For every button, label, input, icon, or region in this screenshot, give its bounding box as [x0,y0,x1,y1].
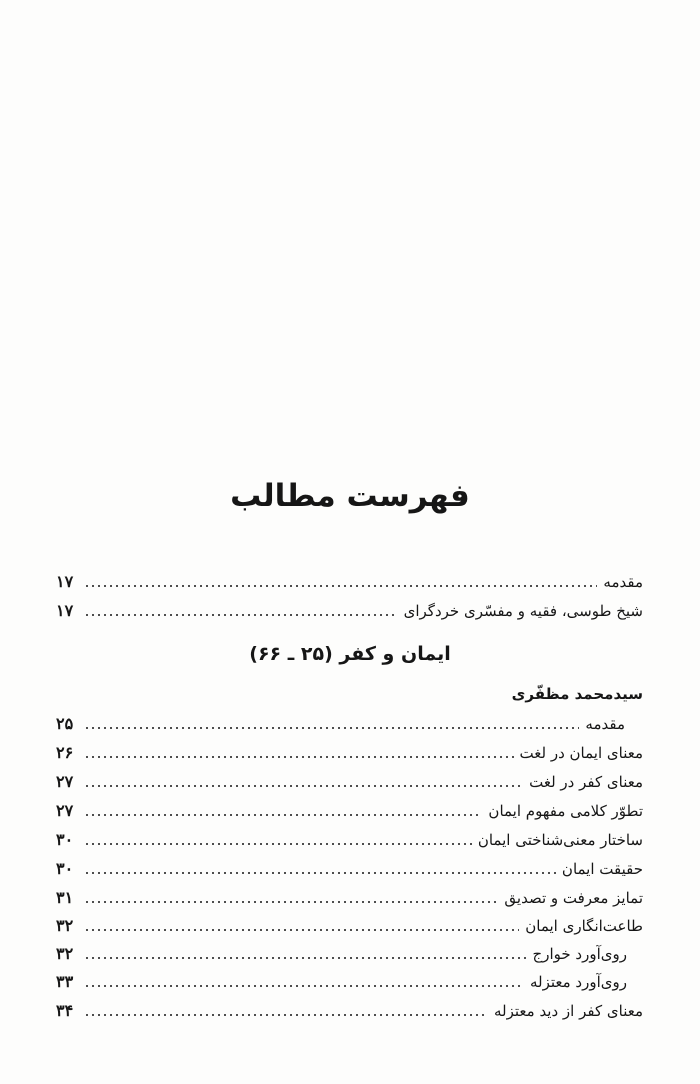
toc-entry-label: روی‌آورد خوارج [532,945,627,963]
section-title: ایمان و کفر (۲۵ ـ ۶۶) [249,643,451,665]
toc-entry-page: ۲۷ [56,801,74,820]
dot-leader [84,957,527,959]
toc-entry-label: تطوّر کلامی مفهوم ایمان [488,802,643,820]
toc-entry [56,966,643,992]
toc-entry [56,824,643,850]
toc-entry-label: روی‌آورد معتزله [529,973,627,991]
toc-entry [56,995,643,1021]
toc-entry-page: ۳۳ [56,972,74,991]
toc-entry-label: معنای کفر در لغت [529,773,643,791]
toc-entry-page: ۳۲ [56,916,74,935]
toc-entry [56,708,643,734]
dot-leader [84,756,514,758]
toc-entry [56,766,643,792]
toc-entry [56,853,643,879]
toc-entry [56,910,643,936]
toc-entry-label: طاعت‌انگاری ایمان [525,917,643,935]
dot-leader [84,901,498,903]
toc-entry-label: مقدمه [585,715,625,733]
dot-leader [84,1014,488,1016]
dot-leader [84,929,519,931]
dot-leader [84,585,597,587]
toc-entry-label: معنای کفر از دید معتزله [493,1002,643,1020]
dot-leader [84,814,482,816]
toc-entry-label: ساختار معنی‌شناختی ایمان [477,831,643,849]
dot-leader [84,872,556,874]
toc-entry-label: شیخ طوسی، فقیه و مفسّری خردگرای [403,602,643,620]
dot-leader [84,727,579,729]
section-author: سیدمحمد مظفّری [511,685,643,703]
toc-entry-label: معنای ایمان در لغت [519,744,643,762]
toc-entry-page: ۳۲ [56,944,74,963]
dot-leader [84,985,524,987]
toc-entry-page: ۳۰ [56,830,74,849]
toc-entry [56,566,643,592]
toc-entry-page: ۳۴ [56,1001,74,1020]
toc-entry [56,595,643,621]
toc-entry-label: حقیقت ایمان [561,860,643,878]
dot-leader [84,785,523,787]
toc-entry-page: ۳۰ [56,859,74,878]
toc-entry-label: مقدمه [603,573,643,591]
toc-entry-label: تمایز معرفت و تصدیق [504,889,643,907]
toc-entry-page: ۳۱ [56,888,74,907]
toc-entry-page: ۱۷ [56,572,74,591]
toc-entry-page: ۲۶ [56,743,74,762]
dot-leader [84,614,398,616]
dot-leader [84,843,472,845]
page-title: فهرست مطالب [230,478,470,514]
toc-entry-page: ۱۷ [56,601,74,620]
toc-entry-page: ۲۷ [56,772,74,791]
toc-entry-page: ۲۵ [56,714,74,733]
toc-entry [56,938,643,964]
toc-entry [56,737,643,763]
toc-entry [56,795,643,821]
toc-entry [56,882,643,908]
